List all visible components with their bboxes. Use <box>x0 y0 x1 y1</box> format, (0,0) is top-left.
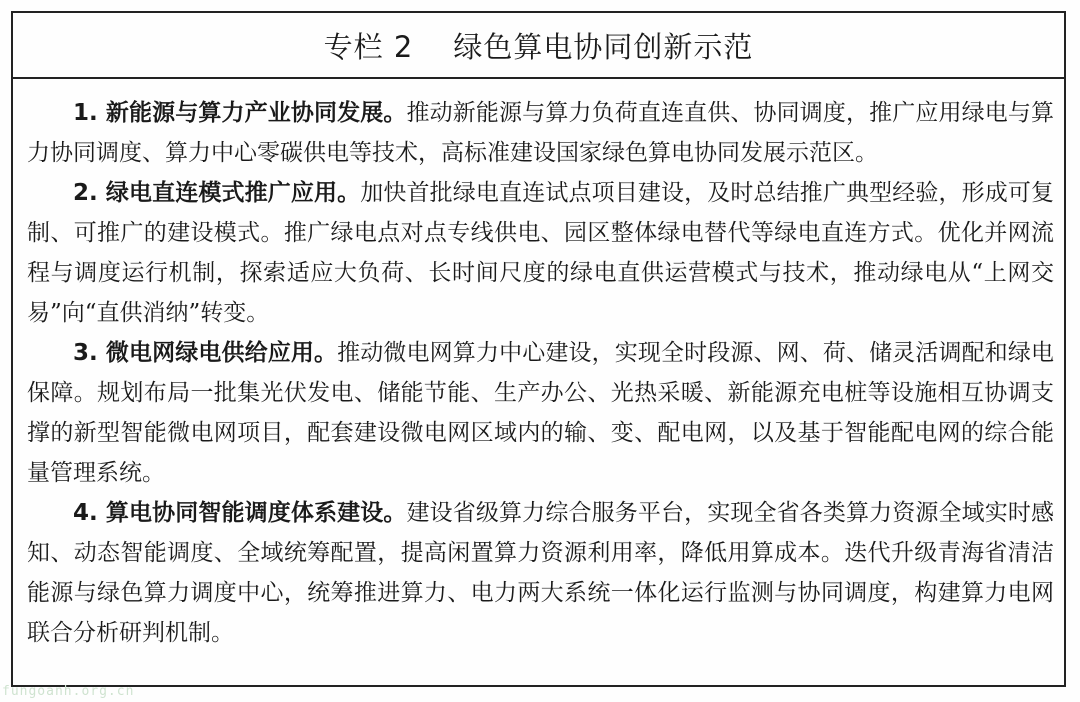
column-title-label: 专栏 2 <box>323 29 414 64</box>
column-content <box>13 79 1064 653</box>
column-title-text: 绿色算电协同创新示范 <box>453 29 754 64</box>
section-paragraph-4 <box>27 493 1054 653</box>
section-paragraph-1 <box>27 93 1054 173</box>
section-body-3: 推动微电网算力中心建设，实现全时段源、网、荷、储灵活调配和绿电保障。规划布局一批集光伏发电、储能节能、生产办公、光热采暖、新能源充电桩等设施相互协调支撑的新型智能微电网项目，配套建设微电网区域内的输、变、配电网，以及基于智能配电网的综合能量管理系统。 <box>27 340 1055 486</box>
section-heading-3: 3. 微电网绿电供给应用。 <box>73 340 338 366</box>
section-paragraph-3 <box>27 333 1054 493</box>
section-heading-1: 1. 新能源与算力产业协同发展。 <box>73 100 407 126</box>
section-body-1: 推动新能源与算力负荷直连直供、协同调度，推广应用绿电与算力协同调度、算力中心零碳供电等技术，高标准建设国家绿色算电协同发展示范区。 <box>27 100 1055 166</box>
column-title <box>13 13 1064 79</box>
section-body-2: 加快首批绿电直连试点项目建设，及时总结推广典型经验，形成可复制、可推广的建设模式。推广绿电点对点专线供电、园区整体绿电替代等绿电直连方式。优化并网流程与调度运行机制，探索适应大负荷、长时间尺度的绿电直供运营模式与技术，推动绿电从“上网交易”向“直供消纳”转变。 <box>27 180 1055 326</box>
section-heading-4: 4. 算电协同智能调度体系建设。 <box>73 500 407 526</box>
section-paragraph-2 <box>27 173 1054 333</box>
section-heading-2: 2. 绿电直连模式推广应用。 <box>73 180 361 206</box>
watermark: fungoanh.org.cn <box>2 684 135 699</box>
column-box <box>11 11 1066 687</box>
section-body-4: 建设省级算力综合服务平台，实现全省各类算力资源全域实时感知、动态智能调度、全域统筹配置，提高闲置算力资源利用率，降低用算成本。迭代升级青海省清洁能源与绿色算力调度中心，统筹推进算力、电力两大系统一体化运行监测与协同调度，构建算力电网联合分析研判机制。 <box>27 500 1055 646</box>
